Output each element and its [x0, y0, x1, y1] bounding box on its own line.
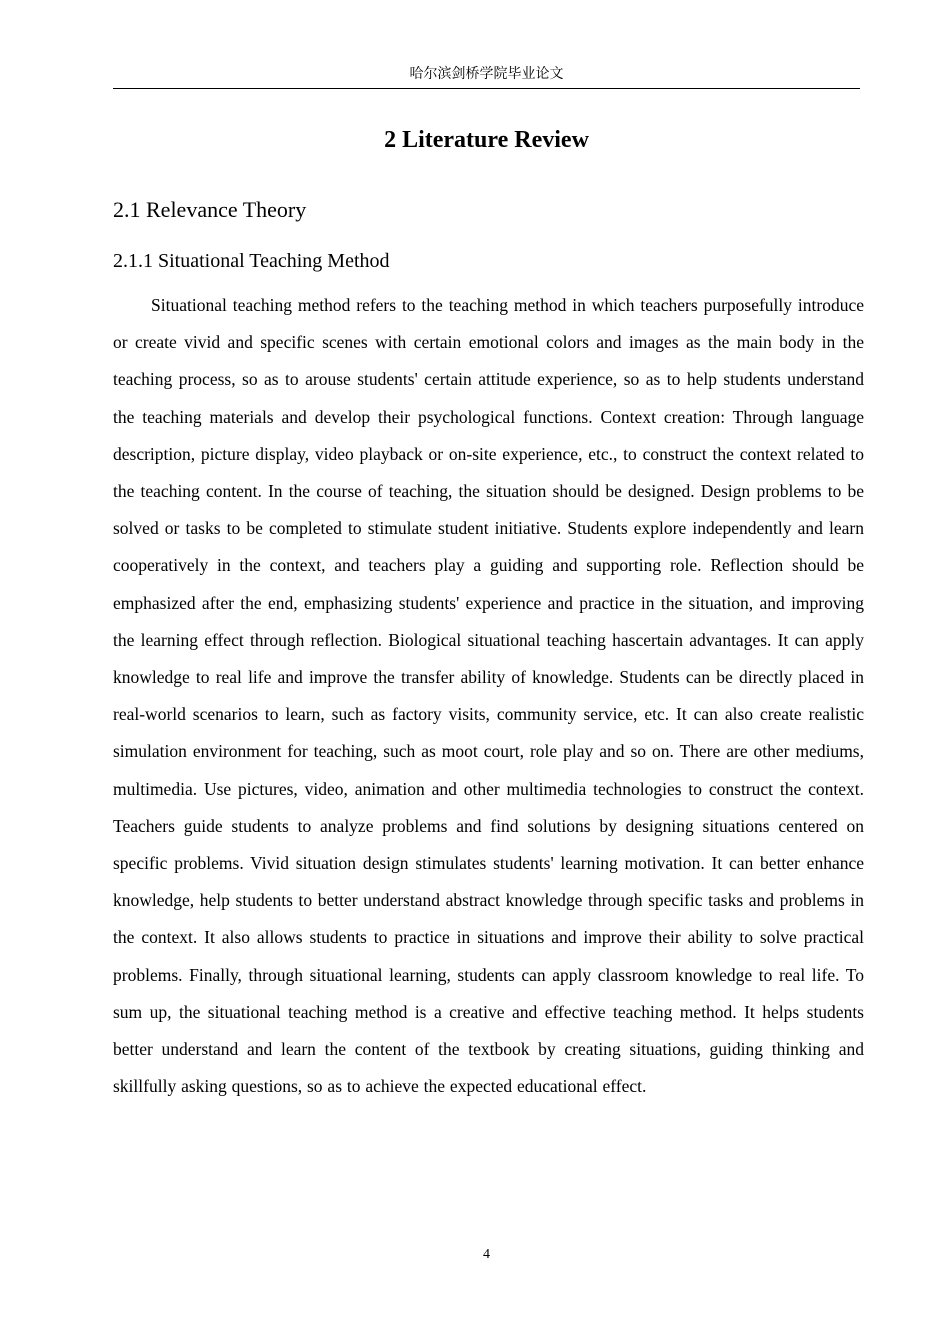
chapter-title: 2 Literature Review: [384, 127, 589, 153]
running-header: 哈尔滨剑桥学院毕业论文: [409, 67, 564, 82]
subsection-title: 2.1.1 Situational Teaching Method: [113, 250, 390, 272]
body-paragraph: Situational teaching method refers to the teaching method in which teachers purposefully introduce or create vivid and specific scenes with certain emotional colors and images as the main body in the teaching process, so as to arouse students' certain attitude experience, so as to help students understand the teaching materials and develop their psychological functions. Context creation: Through language description, picture display, video playback or on-site experience, etc., to construct the context related to the teaching content. In the course of teaching, the situation should be designed. Design problems to be solved or tasks to be completed to stimulate student initiative. Students explore independently and learn cooperatively in the context, and teachers play a guiding and supporting role. Reflection should be emphasized after the end, emphasizing students' experience and practice in the situation, and improving the learning effect through reflection. Biological situational teaching hascertain advantages. It can apply knowledge to real life and improve the transfer ability of knowledge. Students can be directly placed in real-world scenarios to learn, such as factory visits, community service, etc. It can also create realistic simulation environment for teaching, such as moot court, role play and so on. There are other mediums, multimedia. Use pictures, video, animation and other multimedia technologies to construct the context. Teachers guide students to analyze problems and find solutions by designing situations centered on specific problems. Vivid situation design stimulates students' learning motivation. It can better enhance knowledge, help students to better understand abstract knowledge through specific tasks and problems in the context. It also allows students to practice in situations and improve their ability to solve practical problems. Finally, through situational learning, students can apply classroom knowledge to real life. To sum up, the situational teaching method is a creative and effective teaching method. It helps students better understand and learn the content of the textbook by creating situations, guiding thinking and skillfully asking questions, so as to achieve the expected educational effect.: [113, 295, 864, 1097]
header-divider: [113, 88, 860, 89]
section-title: 2.1 Relevance Theory: [113, 197, 307, 222]
page-number: 4: [483, 1247, 490, 1262]
